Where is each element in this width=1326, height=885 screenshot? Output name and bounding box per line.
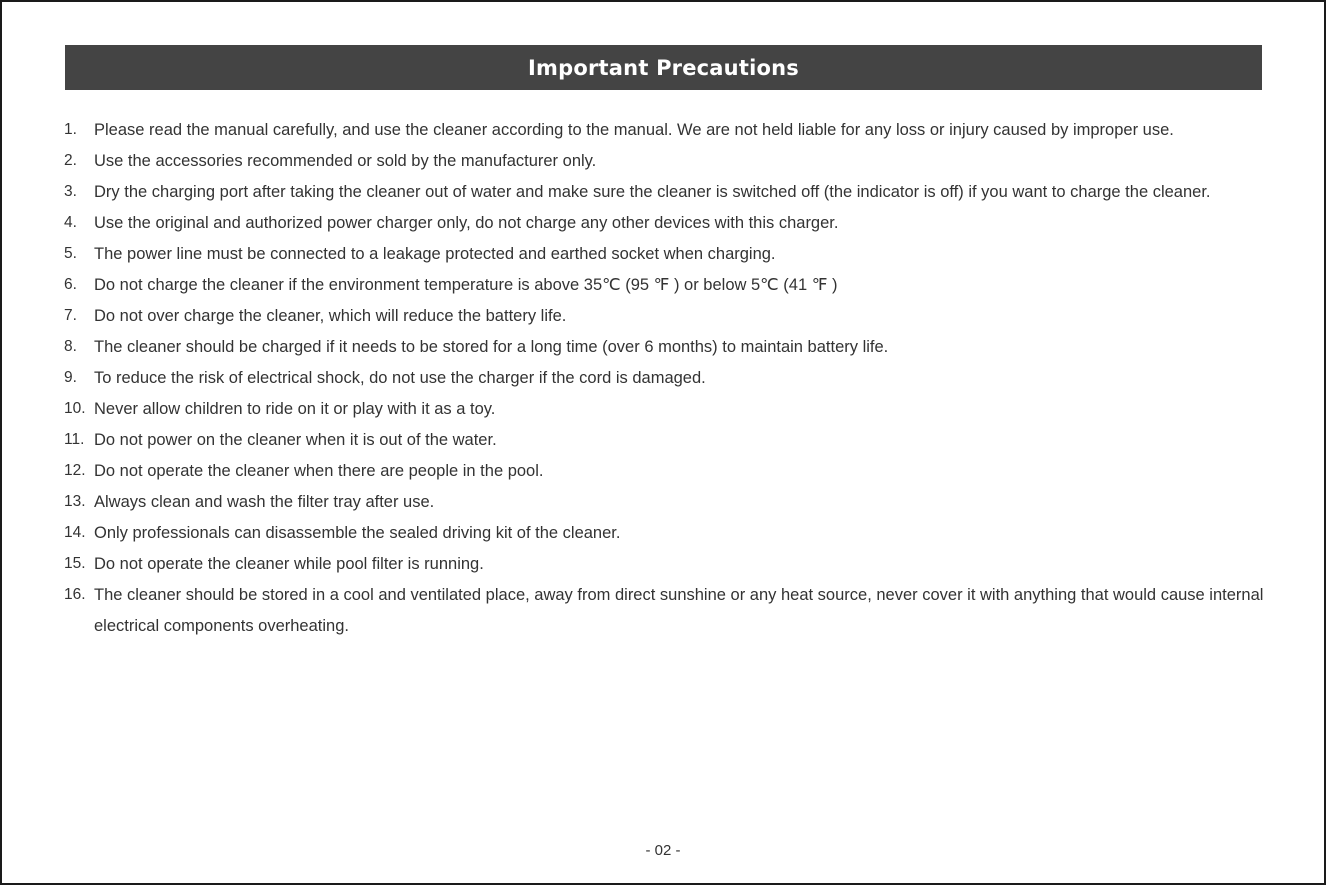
item-number: 1. — [64, 121, 77, 138]
list-item — [64, 239, 1294, 270]
item-number: 4. — [64, 214, 77, 231]
list-item — [64, 518, 1294, 549]
item-text: Use the original and authorized power charger only, do not charge any other devices with this charger. — [94, 214, 839, 232]
list-item — [64, 270, 1294, 301]
item-number: 7. — [64, 307, 77, 324]
item-number: 13. — [64, 493, 86, 510]
item-number: 6. — [64, 276, 77, 293]
list-item — [64, 301, 1294, 332]
item-text: To reduce the risk of electrical shock, do not use the charger if the cord is damaged. — [94, 369, 706, 387]
item-text: Dry the charging port after taking the cleaner out of water and make sure the cleaner is switched off (the indicator is off) if you want to charge the cleaner. — [94, 183, 1211, 201]
item-text: Use the accessories recommended or sold by the manufacturer only. — [94, 152, 597, 170]
list-item — [64, 177, 1294, 208]
item-number: 14. — [64, 524, 86, 541]
item-text: Never allow children to ride on it or play with it as a toy. — [94, 400, 496, 418]
list-item — [64, 146, 1294, 177]
list-item — [64, 456, 1294, 487]
item-number: 10. — [64, 400, 86, 417]
list-item — [64, 394, 1294, 425]
item-text: The cleaner should be charged if it needs to be stored for a long time (over 6 months) to maintain battery life. — [94, 338, 889, 356]
list-item — [64, 580, 1294, 642]
item-text: Please read the manual carefully, and use the cleaner according to the manual. We are not held liable for any loss or injury caused by improper use. — [94, 121, 1174, 139]
list-item — [64, 208, 1294, 239]
item-text: Do not operate the cleaner while pool filter is running. — [94, 555, 484, 573]
precautions-list — [64, 115, 1294, 642]
item-text: Always clean and wash the filter tray after use. — [94, 493, 435, 511]
list-item — [64, 332, 1294, 363]
item-number: 11. — [64, 431, 85, 448]
list-item — [64, 115, 1294, 146]
item-number: 8. — [64, 338, 77, 355]
item-text: The power line must be connected to a leakage protected and earthed socket when charging. — [94, 245, 776, 263]
page-title: Important Precautions — [528, 55, 799, 80]
page-number: - 02 - — [645, 842, 681, 859]
item-number: 16. — [64, 586, 86, 603]
item-text: Do not power on the cleaner when it is out of the water. — [94, 431, 497, 449]
section-header — [65, 45, 1262, 90]
item-text: The cleaner should be stored in a cool and ventilated place, away from direct sunshine or any heat source, never cover it with anything that would cause internal electrical components overheating. — [94, 586, 1264, 635]
item-text: Do not operate the cleaner when there are people in the pool. — [94, 462, 544, 480]
item-number: 9. — [64, 369, 77, 386]
list-item — [64, 549, 1294, 580]
list-item — [64, 363, 1294, 394]
item-number: 5. — [64, 245, 77, 262]
list-item — [64, 425, 1294, 456]
item-number: 2. — [64, 152, 77, 169]
item-number: 3. — [64, 183, 77, 200]
list-item — [64, 487, 1294, 518]
item-text: Do not charge the cleaner if the environment temperature is above 35℃ (95 ℉ ) or below 5℃ (41 ℉ ) — [94, 276, 838, 294]
item-text: Only professionals can disassemble the sealed driving kit of the cleaner. — [94, 524, 621, 542]
item-text: Do not over charge the cleaner, which will reduce the battery life. — [94, 307, 567, 325]
item-number: 15. — [64, 555, 86, 572]
item-number: 12. — [64, 462, 86, 479]
